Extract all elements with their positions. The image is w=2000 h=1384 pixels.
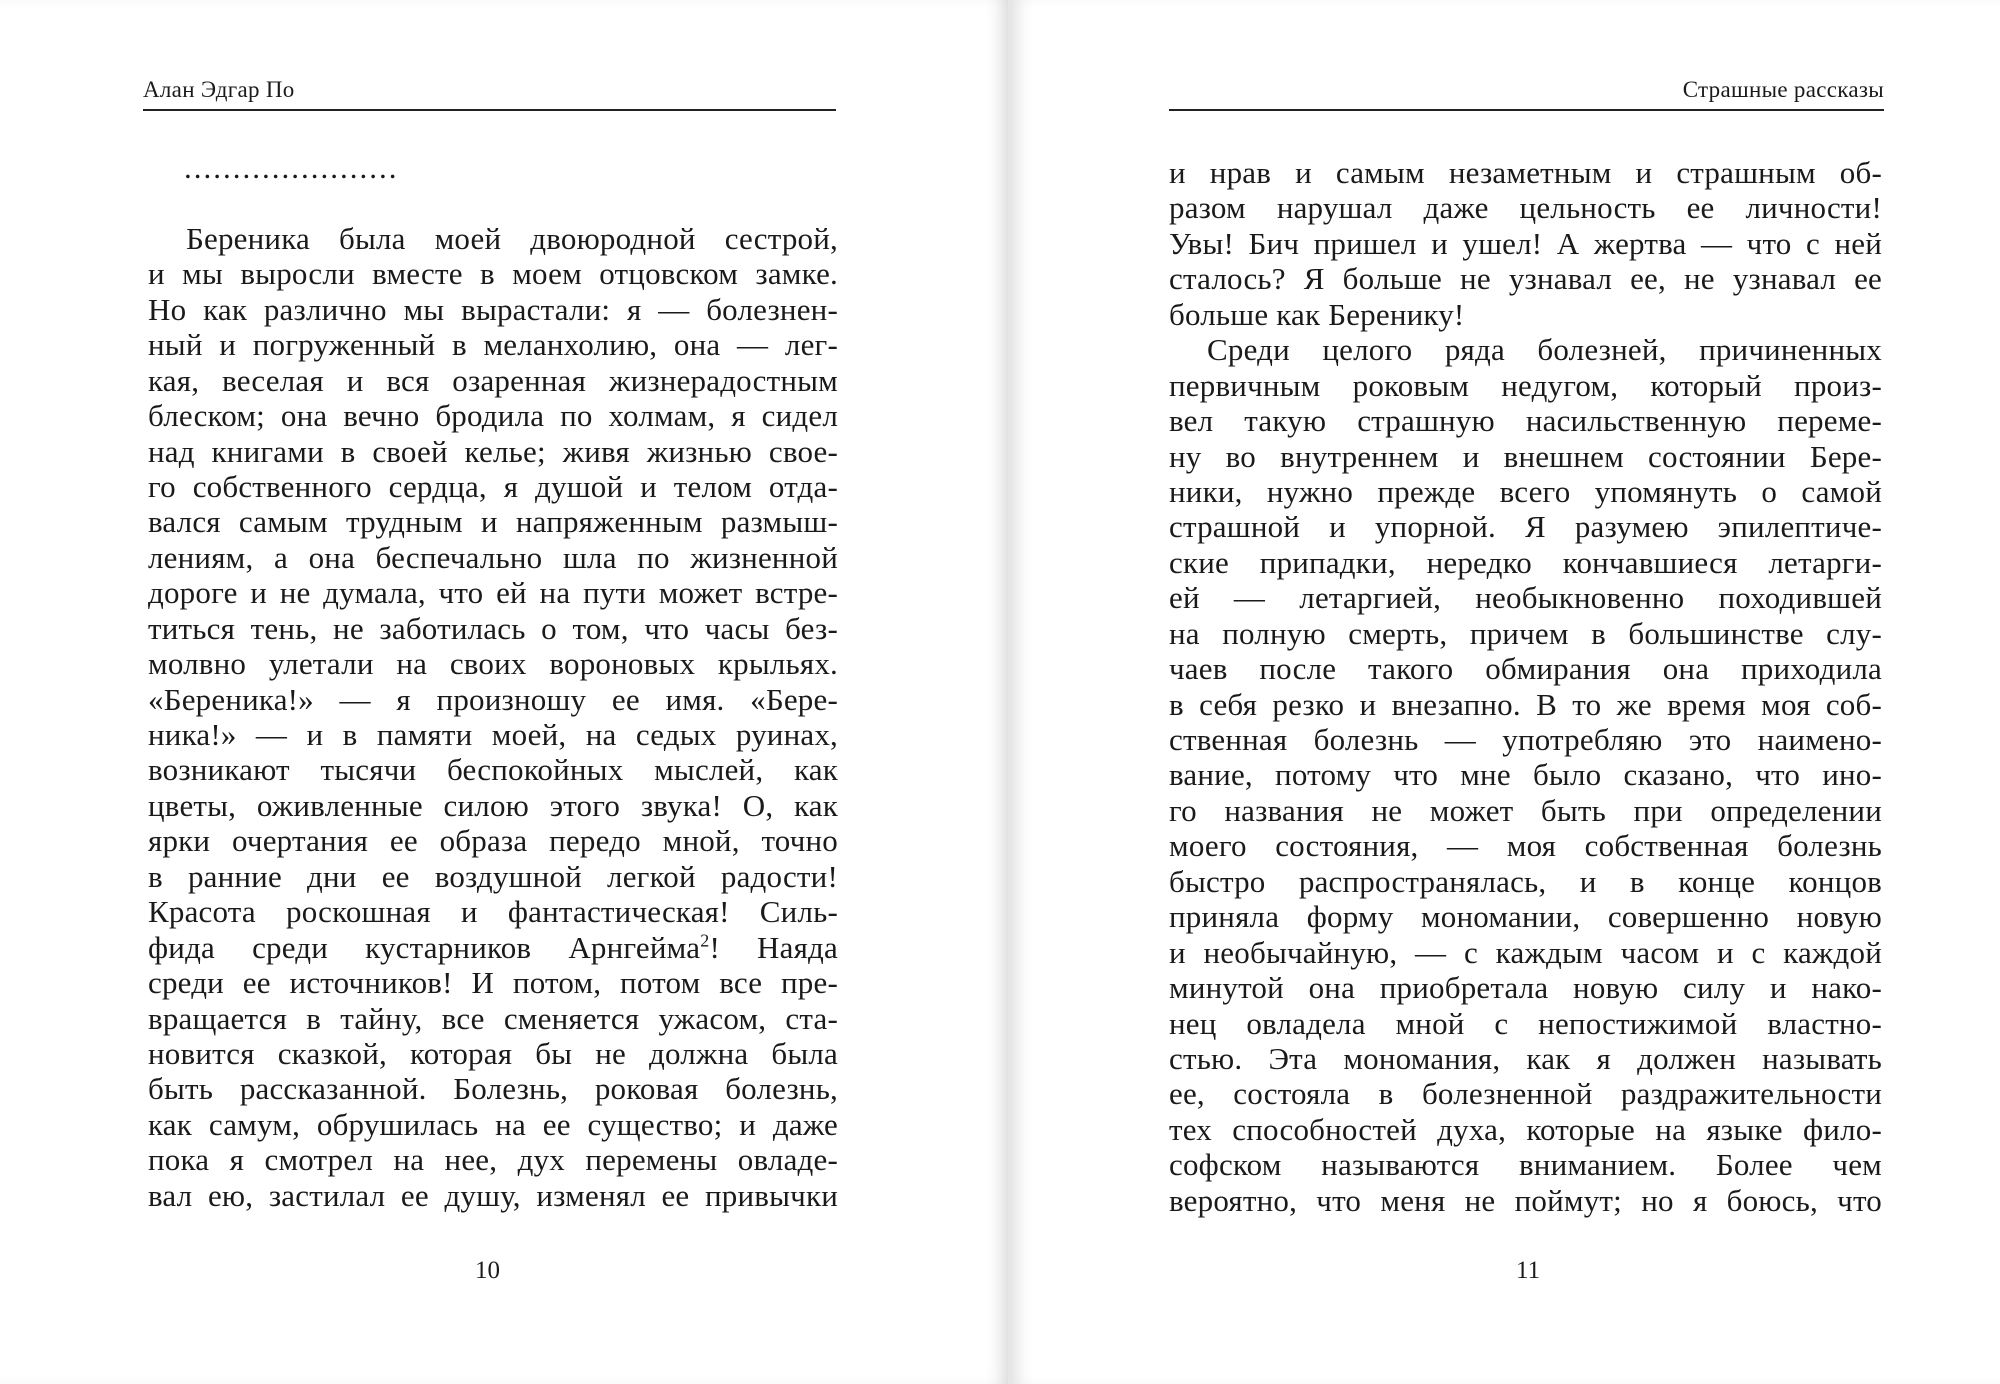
text-line: быть рассказанной. Болезнь, роковая болезнь, xyxy=(148,1071,838,1107)
text-line: пока я смотрел на нее, дух перемены овладе- xyxy=(148,1142,838,1178)
text-line: ей — летаргией, необыкновенно походившей xyxy=(1169,580,1882,616)
text-line: блеском; она вечно бродила по холмам, я сидел xyxy=(148,398,838,434)
text-line: на полную смерть, причем в большинстве слу- xyxy=(1169,615,1882,651)
running-head-title: Страшные рассказы xyxy=(1682,77,1884,102)
text-line: лениям, а она беспечально шла по жизненной xyxy=(148,539,838,575)
text-line: кая, веселая и вся озаренная жизнерадостным xyxy=(148,362,838,398)
text-line: среди ее источников! И потом, потом все пре- xyxy=(148,965,838,1001)
text-line: го названия не может быть при определении xyxy=(1169,792,1882,828)
header-rule xyxy=(1169,109,1884,111)
text-line: и нрав и самым незаметным и страшным об- xyxy=(1169,155,1882,190)
text-line: вероятно, что меня не поймут; но я боюсь, что xyxy=(1169,1182,1882,1218)
text-line: вел такую страшную насильственную переме- xyxy=(1169,403,1882,439)
text-line: первичным роковым недугом, который произ- xyxy=(1169,367,1882,403)
text-line-with-footnote xyxy=(148,930,838,965)
text-line: ярки очертания ее образа передо мной, точно xyxy=(148,823,838,859)
text-line: Береника была моей двоюродной сестрой, xyxy=(186,220,838,256)
text-line: чаев после такого обмирания она приходила xyxy=(1169,651,1882,687)
text-line: сталось? Я больше не узнавал ее, не узнавал ее xyxy=(1169,261,1882,297)
text-line: приняла форму мономании, совершенно новую xyxy=(1169,899,1882,935)
text-line: Красота роскошная и фантастическая! Силь- xyxy=(148,894,838,930)
text-line: Среди целого ряда болезней, причиненных xyxy=(1207,332,1882,368)
text-line: над книгами в своей келье; живя жизнью свое- xyxy=(148,433,838,469)
text-line: как самум, обрушилась на ее существо; и даже xyxy=(148,1106,838,1142)
text-line: страшной и упорной. Я разумею эпилептиче- xyxy=(1169,509,1882,545)
text-line: тех способностей духа, которые на языке фило- xyxy=(1169,1111,1882,1147)
text-line: минутой она приобретала новую силу и нако- xyxy=(1169,970,1882,1006)
running-head-author: Алан Эдгар По xyxy=(143,77,295,102)
text-line: быстро распространялась, и в конце концов xyxy=(1169,863,1882,899)
text-line: го собственного сердца, я душой и телом отда- xyxy=(148,468,838,504)
text-fragment: ! Наяда xyxy=(709,929,838,965)
text-line: и мы выросли вместе в моем отцовском замке. xyxy=(148,256,838,292)
text-line: в ранние дни ее воздушной легкой радости! xyxy=(148,858,838,894)
text-line: Но как различно мы вырастали: я — болезнен- xyxy=(148,291,838,327)
text-line: разом нарушал даже цельность ее личности! xyxy=(1169,190,1882,226)
text-line: в себя резко и внезапно. В то же время моя соб- xyxy=(1169,686,1882,722)
right-page-text xyxy=(1169,155,1882,1218)
text-fragment: фида среди кустарников Арнгейма xyxy=(148,929,701,965)
text-line: вращается в тайну, все сменяется ужасом, ста- xyxy=(148,1000,838,1036)
text-line: ники, нужно прежде всего упомянуть о самой xyxy=(1169,473,1882,509)
text-line: «Береника!» — я произношу ее имя. «Бере- xyxy=(148,681,838,717)
text-line: ские припадки, нередко кончавшиеся летарги- xyxy=(1169,544,1882,580)
page-number: 11 xyxy=(1516,1257,1541,1284)
text-line: ну во внутреннем и внешнем состоянии Бере- xyxy=(1169,438,1882,474)
text-line: софском называются вниманием. Более чем xyxy=(1169,1147,1882,1183)
text-line: цветы, оживленные силою этого звука! О, как xyxy=(148,787,838,823)
text-line: ника!» — и в памяти моей, на седых руинах, xyxy=(148,717,838,752)
right-page xyxy=(1012,0,2000,1384)
text-line: стью. Эта мономания, как я должен называть xyxy=(1169,1040,1882,1076)
text-line: Увы! Бич пришел и ушел! А жертва — что с ней xyxy=(1169,225,1882,261)
text-line: больше как Беренику! xyxy=(1169,296,1465,332)
text-line: ный и погруженный в меланхолию, она — лег- xyxy=(148,327,838,363)
header-rule xyxy=(143,109,836,111)
text-line: новится сказкой, которая бы не должна была xyxy=(148,1035,838,1071)
ellipsis-break: ...................... xyxy=(184,150,399,185)
text-line: молвно улетали на своих вороновых крыльях. xyxy=(148,646,838,682)
text-line: вал ею, застилал ее душу, изменял ее привычки xyxy=(148,1177,838,1213)
text-line: вался самым трудным и напряженным размыш- xyxy=(148,504,838,540)
text-line: моего состояния, — моя собственная болезнь xyxy=(1169,828,1882,864)
text-line: вание, потому что мне было сказано, что ино- xyxy=(1169,757,1882,793)
text-line: титься тень, не заботилась о том, что часы без- xyxy=(148,610,838,646)
page-number: 10 xyxy=(475,1257,500,1284)
footnote-mark: 2 xyxy=(700,930,710,951)
text-line: дороге и не думала, что ей на пути может встре- xyxy=(148,575,838,611)
text-line: нец овладела мной с непостижимой властно- xyxy=(1169,1005,1882,1041)
text-line: ственная болезнь — употребляю это наимено- xyxy=(1169,722,1882,757)
text-line: возникают тысячи беспокойных мыслей, как xyxy=(148,752,838,788)
left-page-text xyxy=(148,150,838,1213)
text-line: ее, состояла в болезненной раздражительности xyxy=(1169,1076,1882,1112)
text-line: и необычайную, — с каждым часом и с каждой xyxy=(1169,934,1882,970)
blank-line xyxy=(148,185,838,220)
